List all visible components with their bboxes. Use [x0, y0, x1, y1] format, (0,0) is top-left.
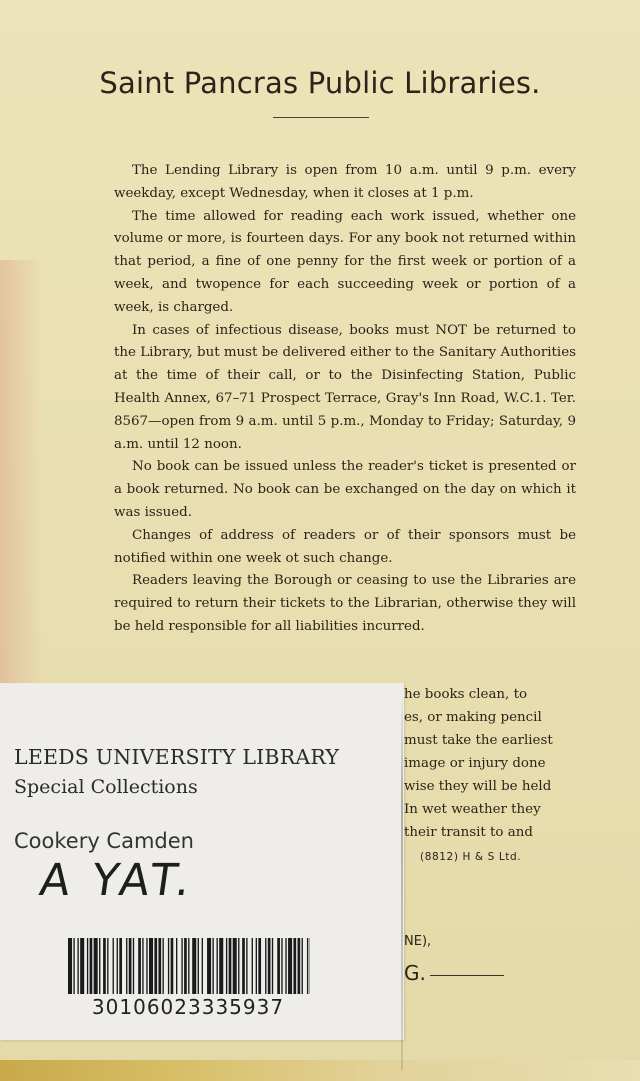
- barcode-bar: [119, 938, 122, 994]
- barcode-bar: [133, 938, 134, 994]
- barcode-bar: [77, 938, 78, 994]
- barcode-bar: [154, 938, 157, 994]
- collection-name: Cookery Camden: [14, 829, 194, 853]
- barcode-bar: [307, 938, 308, 994]
- rule-paragraph-infectious-disease: In cases of infectious disease, books must NOT be returned to the Library, but must be delivered either to the Sanitary Authorities at the time of their call, or to the Disinfecting Station, Public Health Annex, 67–71 Prospect Terrace, Gray's Inn Road, W.C.1. Ter. 8567—open from 9 a.m. until 5 p.m., Monday to Friday; Saturday, 9 a.m. until 12 noon.: [114, 322, 576, 452]
- barcode-bar: [188, 938, 189, 994]
- page-stain: [0, 260, 42, 730]
- barcode-bar: [181, 938, 182, 994]
- barcode-bar: [265, 938, 266, 994]
- barcode-bar: [288, 938, 292, 994]
- barcode-bar: [129, 938, 132, 994]
- barcode-bar: [113, 938, 114, 994]
- barcode-bar: [176, 938, 177, 994]
- barcode-bar: [184, 938, 187, 994]
- library-subtitle: Special Collections: [14, 776, 198, 798]
- library-label-sticker: [0, 683, 404, 1040]
- handwritten-note: G.: [404, 961, 426, 985]
- barcode-bar: [226, 938, 227, 994]
- partial-text-line: must take the earliest: [404, 733, 553, 748]
- rule-paragraph-leaving-borough: Readers leaving the Borough or ceasing to use the Libraries are required to return their tickets to the Librarian, otherwise they will be held responsible for all liabilities incurred.: [114, 573, 576, 634]
- barcode-bar: [107, 938, 108, 994]
- partial-text-line: image or injury done: [404, 756, 546, 771]
- barcode-bar: [293, 938, 296, 994]
- barcode-bar: [256, 938, 257, 994]
- barcode-bar: [233, 938, 237, 994]
- barcode-bar: [90, 938, 93, 994]
- barcode-bar: [285, 938, 286, 994]
- page-title: Saint Pancras Public Libraries.: [99, 66, 541, 100]
- barcode-bar: [73, 938, 74, 994]
- barcode-bar: [142, 938, 143, 994]
- barcode-bar: [163, 938, 164, 994]
- rule-paragraph-fines: The time allowed for reading each work issued, whether one volume or more, is fourteen days. For any book not returned within that period, a fine of one penny for the first week or portion of a week, and twopence for each succeeding week or portion of a week, is charged.: [114, 208, 576, 315]
- partial-text-line: wise they will be held: [404, 779, 552, 794]
- barcode-bar: [158, 938, 161, 994]
- barcode-bar: [272, 938, 273, 994]
- partial-text-line: he books clean, to: [404, 687, 528, 702]
- barcode-bar: [217, 938, 218, 994]
- barcode-bar: [87, 938, 88, 994]
- barcode-bar: [219, 938, 223, 994]
- barcode-bar: [277, 938, 280, 994]
- handwritten-shelf-mark: A YAT.: [36, 855, 198, 906]
- partial-text-line: In wet weather they: [404, 802, 541, 817]
- barcode-bar: [94, 938, 98, 994]
- handwritten-line: [430, 975, 504, 976]
- barcode-bar: [252, 938, 253, 994]
- barcode-bar: [258, 938, 261, 994]
- bottom-edge-stain: [0, 1060, 640, 1081]
- rule-paragraph-address-change: Changes of address of readers or of their sponsors must be notified within one week ot such change.: [114, 527, 576, 566]
- barcode-bar: [212, 938, 213, 994]
- rule-paragraph-tickets: No book can be issued unless the reader's ticket is presented or a book returned. No book can be exchanged on the day on which it was issued.: [114, 459, 576, 520]
- partial-text-line: their transit to and: [404, 825, 533, 840]
- barcode-bar: [99, 938, 100, 994]
- barcode-bar: [171, 938, 174, 994]
- barcode-bar: [126, 938, 127, 994]
- barcode-bar: [146, 938, 147, 994]
- barcode-bar: [229, 938, 232, 994]
- library-name: LEEDS UNIVERSITY LIBRARY: [14, 745, 340, 769]
- printer-imprint: (8812) H & S Ltd.: [420, 851, 522, 863]
- library-rules: [114, 160, 576, 639]
- barcode-bar: [138, 938, 141, 994]
- barcode-bar: [268, 938, 271, 994]
- barcode-bar: [168, 938, 169, 994]
- barcode-bar: [198, 938, 199, 994]
- barcode-bar: [238, 938, 239, 994]
- barcode-bar: [80, 938, 84, 994]
- barcode-bar: [149, 938, 153, 994]
- barcode-bar: [242, 938, 245, 994]
- barcode-bar: [68, 938, 72, 994]
- barcode-bar: [117, 938, 118, 994]
- rule-paragraph-opening-hours: The Lending Library is open from 10 a.m. until 9 p.m. every weekday, except Wednesday, when it closes at 1 p.m.: [114, 163, 576, 201]
- handwritten-note: NE),: [404, 934, 432, 949]
- barcode-bar: [281, 938, 282, 994]
- barcode-bar: [202, 938, 203, 994]
- partial-text-line: es, or making pencil: [404, 710, 542, 725]
- title-rule: [273, 117, 369, 118]
- barcode-number: 30106023335937: [91, 995, 285, 1019]
- sticker-edge-shadow: [401, 690, 403, 1070]
- barcode-bar: [246, 938, 247, 994]
- barcode-bar: [103, 938, 106, 994]
- barcode-bar: [207, 938, 211, 994]
- barcode: [68, 938, 310, 994]
- barcode-bar: [302, 938, 303, 994]
- barcode-bar: [192, 938, 196, 994]
- barcode-bar: [298, 938, 301, 994]
